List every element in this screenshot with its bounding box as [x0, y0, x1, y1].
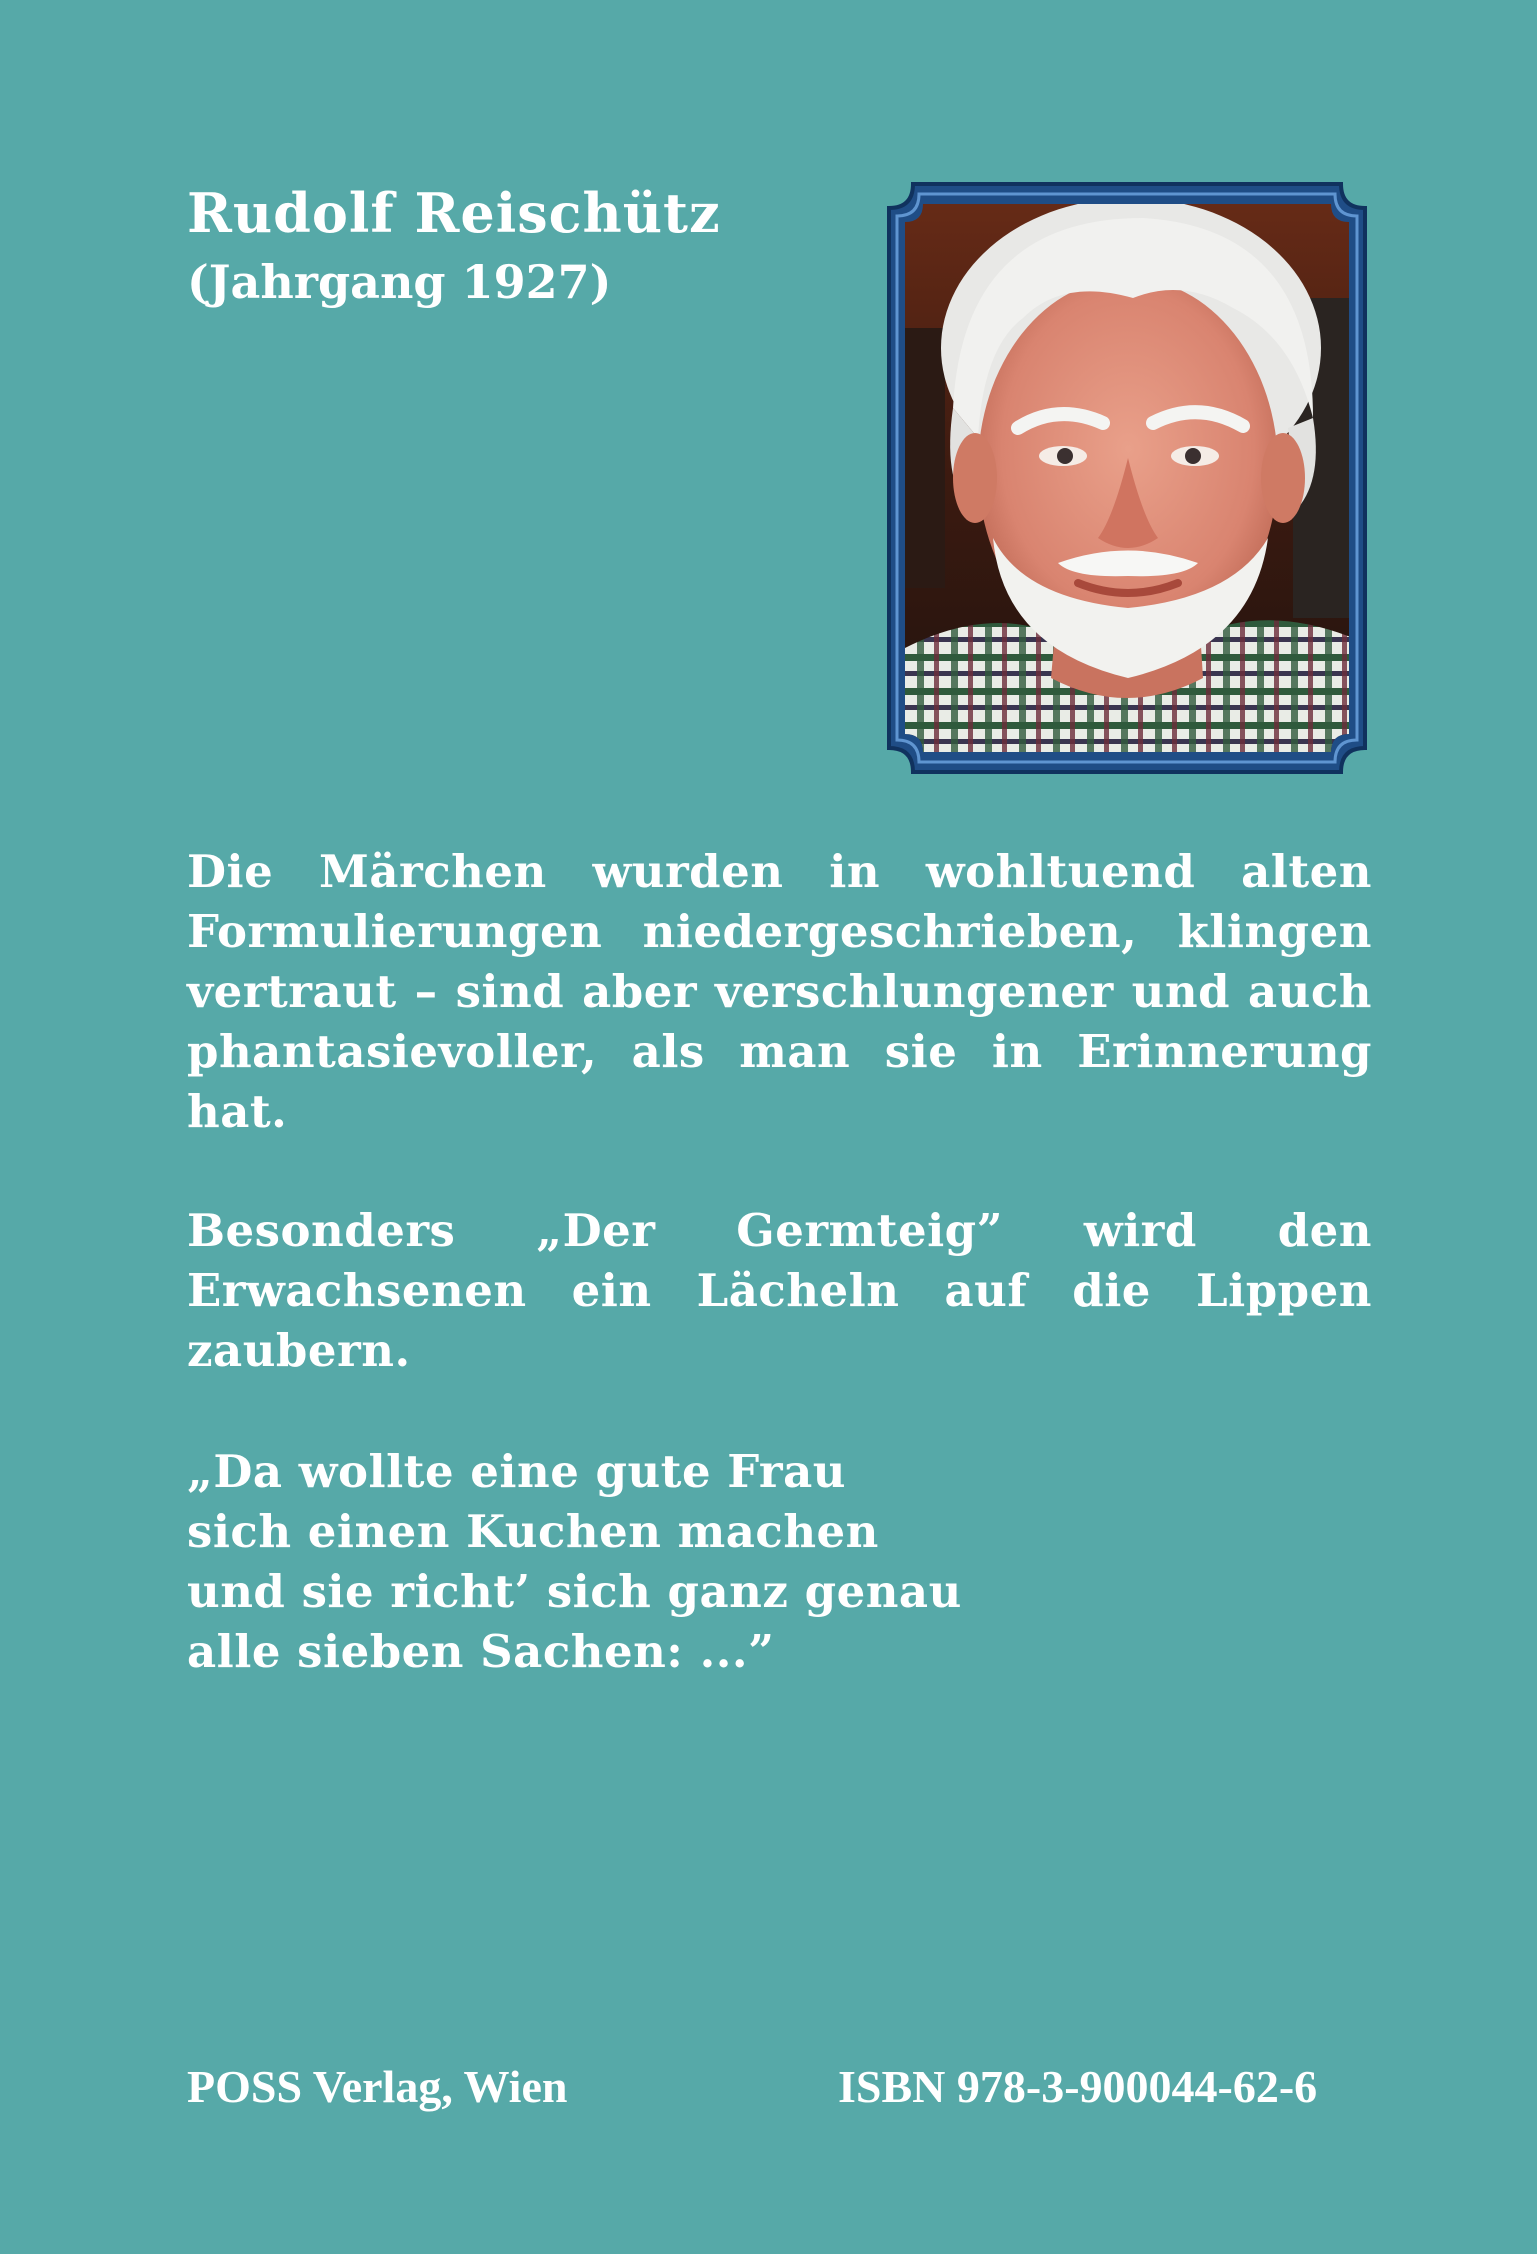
poem-line: sich einen Kuchen machen — [187, 1505, 879, 1558]
blurb-paragraph-1: Die Märchen wurden in wohltuend alten Formulierungen niedergeschrieben, klingen vertraut – sind aber verschlungener und auch phantasievoller, als man sie in Erinnerung hat. — [187, 845, 1372, 1138]
portrait-frame — [883, 178, 1371, 778]
poem-line: und sie richt’ sich ganz genau — [187, 1565, 962, 1618]
publisher: POSS Verlag, Wien — [187, 2061, 568, 2112]
author-portrait — [883, 178, 1371, 778]
author-birth-year: (Jahrgang 1927) — [187, 255, 612, 309]
poem-excerpt — [187, 1442, 962, 1682]
poem-line: alle sieben Sachen: ...” — [187, 1625, 775, 1678]
blurb-paragraph-2: Besonders „Der Germteig” wird den Erwachsenen ein Lächeln auf die Lippen zaubern. — [187, 1204, 1372, 1377]
author-name: Rudolf Reischütz — [187, 181, 721, 245]
poem-line: „Da wollte eine gute Frau — [187, 1445, 847, 1498]
isbn: ISBN 978-3-900044-62-6 — [838, 2061, 1318, 2112]
